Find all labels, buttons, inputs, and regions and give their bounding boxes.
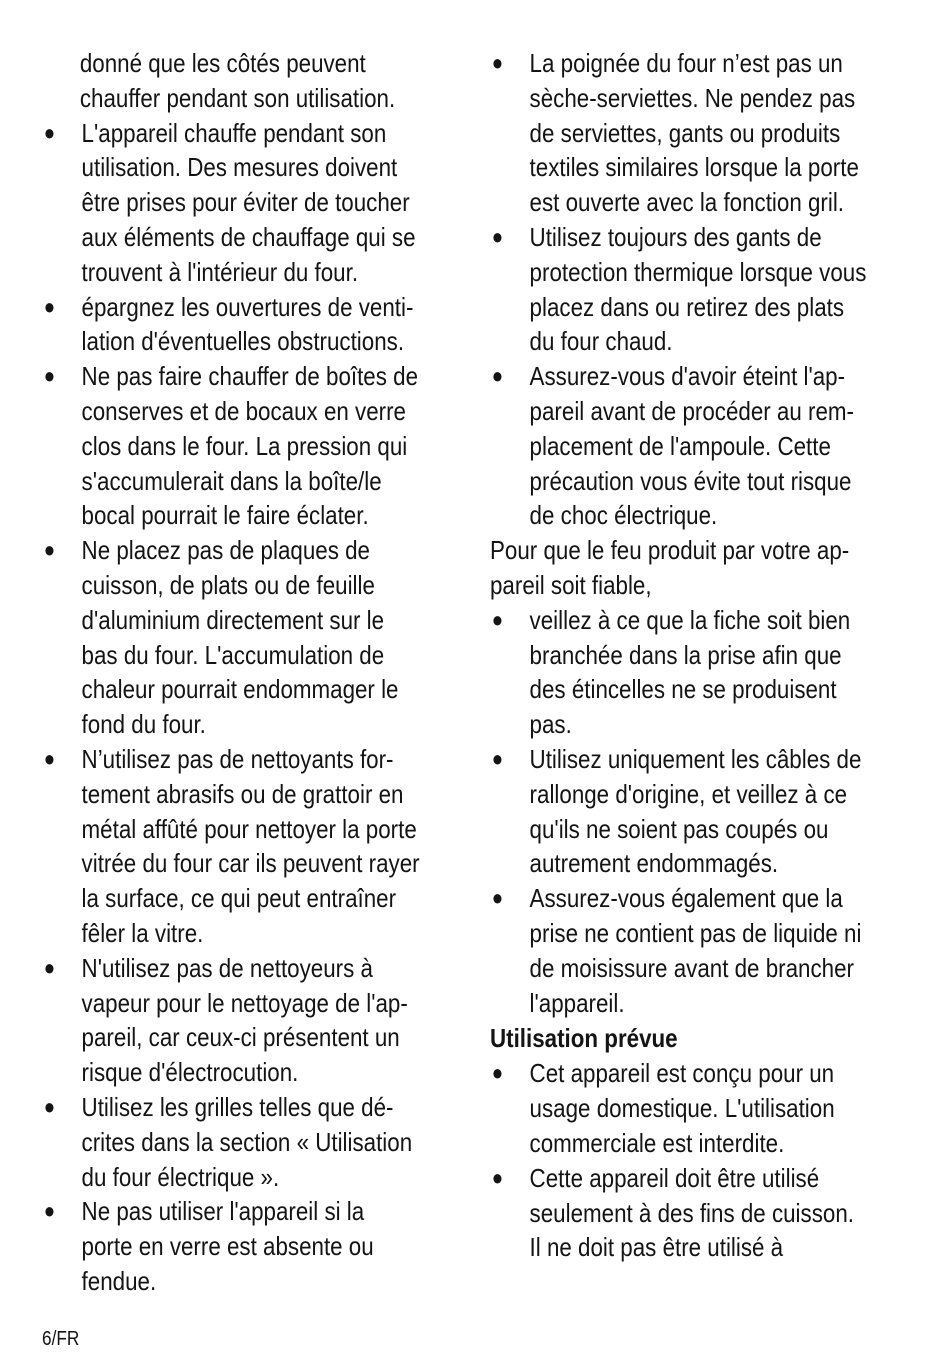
bullet-icon: ● xyxy=(43,1198,56,1224)
bullet-icon: ● xyxy=(491,363,504,389)
bullet-icon: ● xyxy=(43,745,56,771)
list-item xyxy=(490,881,911,1020)
list-item xyxy=(42,359,463,533)
list-item-text: N’utilisez pas de nettoyants for- tement abrasifs ou de grattoir en métal affûté pour nettoyer la porte vitrée du four car ils peuvent rayer la surface, ce qui peut entraîner fêler la vitre. xyxy=(81,743,420,948)
list-item-text: Ne pas utiliser l'appareil si la porte en verre est absente ou fendue. xyxy=(81,1196,374,1296)
list-item-text: Utilisez toujours des gants de protection thermique lorsque vous placez dans ou retirez des plats du four chaud. xyxy=(529,221,867,357)
right-column xyxy=(490,46,910,1265)
list-item xyxy=(490,359,911,533)
list-item xyxy=(490,220,911,359)
section-heading: Utilisation prévue xyxy=(490,1023,678,1054)
list-item-text: veillez à ce que la fiche soit bien branchée dans la prise afin que des étincelles ne se produisent pas. xyxy=(529,604,851,740)
list-item-text: Utilisez uniquement les câbles de rallonge d'origine, et veillez à ce qu'ils ne soient pas coupés ou autrement endommagés. xyxy=(529,743,862,879)
page-number: 6/FR xyxy=(42,1328,80,1350)
list-item xyxy=(42,116,463,290)
bullet-icon: ● xyxy=(491,606,504,632)
bullet-icon: ● xyxy=(491,745,504,771)
list-item-text: Ne pas faire chauffer de boîtes de conserves et de bocaux en verre clos dans le four. La pression qui s'accumulerait dans la boîte/le bocal pourrait le faire éclater. xyxy=(81,361,419,531)
list-item xyxy=(490,1161,911,1265)
bullet-icon: ● xyxy=(43,119,56,145)
list-item-text: L'appareil chauffe pendant son utilisation. Des mesures doivent être prises pour éviter de toucher aux éléments de chauffage qui se trouvent à l'intérieur du four. xyxy=(81,117,416,287)
list-item-text: Assurez-vous d'avoir éteint l'ap- pareil avant de procéder au rem- placement de l'ampoule. Cette précaution vous évite tout risque de choc électrique. xyxy=(529,361,854,531)
list-item xyxy=(42,1090,463,1194)
list-item-text: La poignée du four n’est pas un sèche-serviettes. Ne pendez pas de serviettes, gants ou produits textiles similaires lorsque la porte est ouverte avec la fonction gril. xyxy=(529,48,859,218)
bullet-icon: ● xyxy=(491,50,504,75)
list-item xyxy=(490,603,911,742)
list-item xyxy=(42,290,463,360)
bullet-icon: ● xyxy=(43,1093,56,1119)
bullet-icon: ● xyxy=(43,293,56,319)
list-item-text: N'utilisez pas de nettoyeurs à vapeur pour le nettoyage de l'ap- pareil, car ceux-ci présentent un risque d'électrocution. xyxy=(81,952,408,1088)
list-item-text: Cette appareil doit être utilisé seulement à des fins de cuisson. Il ne doit pas être utilisé à xyxy=(529,1162,854,1263)
left-column xyxy=(42,46,462,1299)
list-item xyxy=(490,46,911,220)
bullet-icon: ● xyxy=(43,537,56,563)
bullet-icon: ● xyxy=(43,363,56,389)
left-column-text xyxy=(42,46,463,1299)
list-item xyxy=(42,951,463,1090)
list-item-text: Cet appareil est conçu pour un usage domestique. L'utilisation commerciale est interdite. xyxy=(529,1058,835,1158)
bullet-icon: ● xyxy=(491,885,504,911)
bullet-icon: ● xyxy=(491,223,504,249)
list-item xyxy=(42,1194,463,1298)
list-item xyxy=(490,1056,911,1160)
list-item xyxy=(42,742,463,951)
list-item-text: Utilisez les grilles telles que dé- crites dans la section « Utilisation du four électrique ». xyxy=(81,1091,413,1192)
list-item xyxy=(42,533,463,742)
list-item xyxy=(490,742,911,881)
intro-paragraph: Pour que le feu produit par votre ap- pareil soit fiable, xyxy=(490,535,850,600)
list-item-text: épargnez les ouvertures de venti- lation d'éventuelles obstructions. xyxy=(81,291,414,357)
right-column-text xyxy=(490,46,911,1265)
list-item-text: Assurez-vous également que la prise ne contient pas de liquide ni de moisissure avant de brancher l'appareil. xyxy=(529,883,862,1018)
bullet-icon: ● xyxy=(491,1060,504,1086)
list-item-text: Ne placez pas de plaques de cuisson, de plats ou de feuille d'aluminium directement sur le bas du four. L'accumulation de chaleur pourrait endommager le fond du four. xyxy=(81,535,399,740)
bullet-icon: ● xyxy=(43,954,56,980)
bullet-icon: ● xyxy=(491,1164,504,1190)
continued-text: donné que les côtés peuvent chauffer pendant son utilisation. xyxy=(79,48,396,113)
